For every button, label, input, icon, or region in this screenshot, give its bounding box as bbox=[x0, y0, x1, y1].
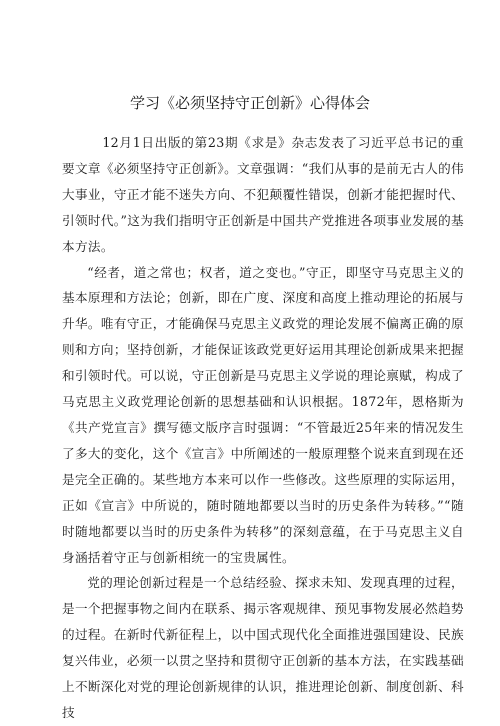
paragraph-1: 12月1日出版的第23期《求是》杂志发表了习近平总书记的重要文章《必须坚持守正创新》。文章强调：“我们从事的是前无古人的伟大事业，守正才能不迷失方向、不犯颠覆性错误，创新才能把握时代、引领时代。”这为我们指明守正创新是中国共产党推进各项事业发展的基本方法。 bbox=[62, 135, 464, 254]
document-body bbox=[62, 130, 464, 726]
paragraph-2: “经者，道之常也；权者，道之变也。”守正，即坚守马克思主义的基本原理和方法论；创新，即在广度、深度和高度上推动理论的拓展与升华。唯有守正，才能确保马克思主义政党的理论发展不偏离正确的原则和方向；坚持创新，才能保证该政党更好运用其理论创新成果来把握和引领时代。可以说，守正创新是马克思主义学说的理论禀赋，构成了马克思主义政党理论创新的思想基础和认识根据。1872年，恩格斯为《共产党宣言》撰写德文版序言时强调：“不管最近25年来的情况发生了多大的变化，这个《宣言》中所阐述的一般原理整个说来直到现在还是完全正确的。某些地方本来可以作一些修改。这些原理的实际运用，正如《宣言》中所说的，随时随地都要以当时的历史条件为转移。”“随时随地都要以当时的历史条件为转移”的深刻意蕴，在于马克思主义自身涵括着守正与创新相统一的宝贵属性。 bbox=[62, 264, 464, 565]
page-title: 学习《必须坚持守正创新》心得体会 bbox=[129, 94, 370, 112]
paragraph-3: 党的理论创新过程是一个总结经验、探求未知、发现真理的过程，是一个把握事物之间内在联系、揭示客观规律、预见事物发展必然趋势的过程。在新时代新征程上，以中国式现代化全面推进强国建设、民族复兴伟业，必须一以贯之坚持和贯彻守正创新的基本方法，在实践基础上不断深化对党的理论创新规律的认识，推进理论创新、制度创新、科技 bbox=[62, 575, 464, 720]
